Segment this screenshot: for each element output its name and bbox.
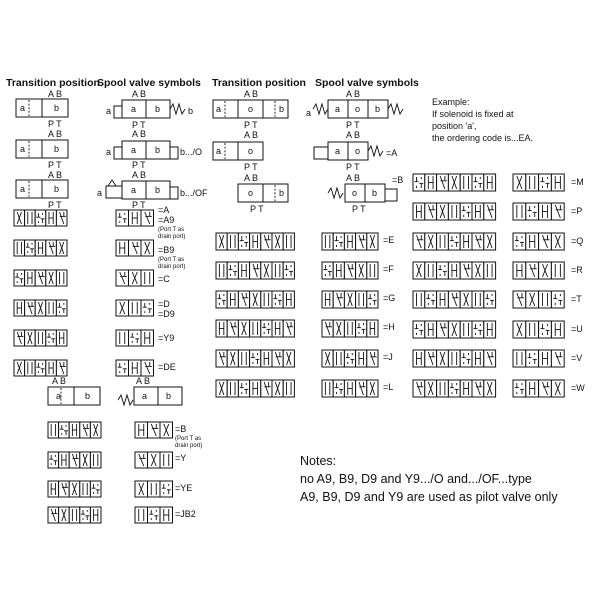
port-label-ab: A B	[346, 173, 361, 183]
example-line-3: position 'a',	[432, 121, 477, 131]
right-transition-symbol	[413, 350, 496, 367]
port-label-pt: P T	[48, 119, 62, 129]
port-label-pt: P T	[48, 200, 62, 210]
port-label-ab: A B	[52, 376, 67, 386]
solenoid-a-label: a	[106, 147, 112, 157]
right-spool-symbol	[513, 174, 564, 191]
mid-label-A: =A	[386, 148, 398, 158]
solenoid-b-label: b	[155, 104, 161, 114]
right-transition-symbol	[413, 262, 496, 279]
solenoid-a-label: a	[335, 146, 341, 156]
solenoid-a-label: a	[131, 145, 137, 155]
right-spool-symbol	[513, 262, 564, 279]
left-lower-transition-symbol	[48, 452, 101, 468]
left-spool-symbol	[116, 300, 154, 316]
mid-spool-symbol	[322, 320, 378, 337]
right-label-V: =V	[571, 353, 583, 363]
label-b: b	[188, 106, 194, 116]
solenoid-a-label: a	[131, 104, 137, 114]
right-spool-symbol	[513, 233, 564, 250]
left-transition-symbol	[14, 210, 67, 226]
left-transition-symbol	[14, 270, 67, 286]
port-label-ab: A B	[346, 89, 361, 99]
mid-label-E: =E	[383, 235, 395, 245]
mid-transition-symbol	[216, 233, 294, 250]
label-Y9: =Y9	[158, 333, 175, 343]
right-label-Q: =Q	[571, 236, 584, 246]
left-transition-row-2	[16, 129, 68, 170]
left-spool-row-3	[97, 170, 208, 210]
port-label-ab: A B	[244, 130, 259, 140]
mid-transition-symbol	[216, 291, 294, 308]
left-transition-symbol	[14, 360, 67, 376]
port-label-ab: A B	[48, 170, 63, 180]
left-spool-symbol	[116, 360, 154, 376]
label-YE: =YE	[175, 483, 193, 493]
solenoid-a-label: a	[20, 103, 26, 113]
right-transition-symbol	[413, 291, 496, 308]
solenoid-a-label: a	[306, 108, 312, 118]
mid-spool-symbol	[322, 233, 378, 250]
mid-label-F: =F	[383, 264, 394, 274]
valve-symbol-grid	[14, 174, 564, 523]
solenoid-b-label: b	[372, 188, 378, 198]
solenoid-o-label: o	[355, 146, 361, 156]
left-transition-symbol	[14, 300, 67, 316]
right-spool-symbol	[513, 321, 564, 338]
right-spool-symbol	[513, 291, 564, 308]
port-label-pt: P T	[250, 204, 264, 214]
left-transition-symbol	[14, 240, 67, 256]
left-spool-symbol	[116, 330, 154, 346]
port-label-ab: A B	[48, 89, 63, 99]
label-B: =B	[175, 424, 187, 434]
mid-label-L: =L	[383, 382, 394, 392]
port-label-pt: P T	[346, 120, 360, 130]
mid-spool-symbol	[322, 262, 378, 279]
mid-spool-row-2	[314, 130, 397, 172]
right-label-W: =W	[571, 383, 585, 393]
solenoid-b-label: b	[375, 104, 381, 114]
port-label-ab: A B	[244, 89, 259, 99]
port-label-ab: A B	[132, 129, 147, 139]
mid-transition-symbol	[216, 380, 294, 397]
label-bo: b.../O	[180, 147, 203, 157]
solenoid-o-label: o	[248, 104, 254, 114]
right-spool-symbol	[513, 350, 564, 367]
right-label-U: =U	[571, 324, 583, 334]
mid-spool-symbol	[322, 380, 378, 397]
port-label-ab: A B	[48, 129, 63, 139]
example-line-4: the ordering code is...EA.	[432, 133, 534, 143]
port-label-pt: P T	[48, 160, 62, 170]
left-lower-transition-symbol	[48, 507, 101, 523]
label-JB2: =JB2	[175, 509, 196, 519]
port-label-ab: A B	[132, 170, 147, 180]
port-label-ab: A B	[132, 89, 147, 99]
solenoid-a-label: a	[20, 144, 26, 154]
solenoid-b-label: b	[85, 391, 91, 401]
right-spool-symbol	[513, 380, 564, 397]
port-label-pt: P T	[132, 160, 146, 170]
right-label-P: =P	[571, 206, 583, 216]
left-lower-spool-symbol	[135, 507, 173, 523]
left-lower-transition-symbol	[48, 422, 101, 438]
left-spool-symbol	[116, 210, 154, 226]
right-label-T: =T	[571, 294, 582, 304]
mid-label-J: =J	[383, 352, 393, 362]
mid-transition-symbol	[216, 350, 294, 367]
example-line-1: Example:	[432, 97, 470, 107]
solenoid-a-label: a	[216, 104, 222, 114]
solenoid-o-label: o	[355, 104, 361, 114]
left-transition-row-1	[16, 89, 68, 129]
mid-label-G: =G	[383, 293, 396, 303]
right-label-R: =R	[571, 265, 583, 275]
header-left-transition: Transition position	[6, 77, 100, 89]
note-B9-1: (Port T as	[158, 257, 185, 263]
left-lower-transition-ab	[48, 376, 100, 405]
mid-transition-row-2	[213, 130, 263, 172]
port-label-pt: P T	[352, 204, 366, 214]
solenoid-b-label: b	[54, 184, 60, 194]
left-transition-row-3	[16, 170, 68, 210]
notes-line-2: A9, B9, D9 and Y9 are used as pilot valve only	[300, 490, 558, 504]
solenoid-a-label: a	[142, 391, 148, 401]
solenoid-o-label: o	[248, 188, 254, 198]
left-spool-symbol	[116, 240, 154, 256]
mid-transition-row-1	[213, 89, 288, 130]
solenoid-b-label: b	[155, 145, 161, 155]
left-lower-spool-symbol	[135, 452, 173, 468]
right-transition-symbol	[413, 174, 496, 191]
port-label-pt: P T	[346, 162, 360, 172]
example-line-2: If solenoid is fixed at	[432, 109, 514, 119]
port-label-pt: P T	[244, 120, 258, 130]
left-transition-symbol	[14, 330, 67, 346]
note-B-1: (Port T as	[175, 436, 202, 442]
solenoid-a-label: a	[20, 184, 26, 194]
label-DE: =DE	[158, 362, 176, 372]
right-transition-symbol	[413, 233, 496, 250]
mid-spool-symbol	[322, 291, 378, 308]
solenoid-a-label: a	[216, 146, 222, 156]
solenoid-o-label: o	[248, 146, 254, 156]
mid-label-B: =B	[392, 175, 404, 185]
left-spool-row-2	[106, 129, 202, 170]
label-A: =A	[158, 205, 170, 215]
solenoid-b-label: b	[54, 103, 60, 113]
label-B9: =B9	[158, 245, 175, 255]
left-spool-row-1	[106, 89, 193, 130]
solenoid-a-label: a	[56, 391, 62, 401]
note-B9-2: drain port)	[158, 264, 186, 270]
right-transition-symbol	[413, 321, 496, 338]
mid-spool-row-1	[306, 89, 403, 130]
right-transition-symbol	[413, 203, 496, 220]
note-A9-1: (Port T as	[158, 227, 185, 233]
port-label-pt: P T	[132, 120, 146, 130]
port-label-ab: A B	[346, 130, 361, 140]
note-A9-2: drain port)	[158, 234, 186, 240]
note-B-2: drain port)	[175, 443, 203, 449]
label-bof: b.../OF	[180, 188, 208, 198]
right-label-M: =M	[571, 177, 584, 187]
mid-spool-row-3	[328, 173, 403, 214]
mid-spool-symbol	[322, 350, 378, 367]
mid-label-H: =H	[383, 322, 395, 332]
left-lower-spool-ab	[118, 376, 182, 405]
right-spool-symbol	[513, 203, 564, 220]
label-D9: =D9	[158, 309, 175, 319]
solenoid-b-label: b	[279, 188, 285, 198]
label-D: =D	[158, 299, 170, 309]
solenoid-b-label: b	[166, 391, 172, 401]
port-label-pt: P T	[244, 162, 258, 172]
header-mid-spool: Spool valve symbols	[315, 77, 419, 89]
left-lower-transition-symbol	[48, 481, 101, 497]
solenoid-a-label: a	[106, 106, 112, 116]
solenoid-b-label: b	[155, 185, 161, 195]
solenoid-b-label: b	[279, 104, 285, 114]
mid-transition-row-3	[238, 173, 288, 214]
notes-title: Notes:	[300, 454, 337, 468]
label-C: =C	[158, 274, 170, 284]
left-lower-spool-symbol	[135, 481, 173, 497]
header-left-spool: Spool valve symbols	[97, 77, 201, 89]
port-label-pt: P T	[132, 200, 146, 210]
right-transition-symbol	[413, 380, 496, 397]
label-Y: =Y	[175, 453, 187, 463]
solenoid-a-label: a	[97, 188, 103, 198]
label-A9: =A9	[158, 215, 175, 225]
port-label-ab: A B	[244, 173, 259, 183]
mid-transition-symbol	[216, 262, 294, 279]
solenoid-a-label: a	[131, 185, 137, 195]
mid-transition-symbol	[216, 320, 294, 337]
header-mid-transition: Transition position	[212, 77, 306, 89]
left-lower-spool-symbol	[135, 422, 173, 438]
port-label-ab: A B	[136, 376, 151, 386]
left-spool-symbol	[116, 270, 154, 286]
notes-line-1: no A9, B9, D9 and Y9.../O and.../OF...type	[300, 472, 532, 486]
solenoid-b-label: b	[54, 144, 60, 154]
solenoid-o-label: o	[352, 188, 358, 198]
solenoid-a-label: a	[335, 104, 341, 114]
